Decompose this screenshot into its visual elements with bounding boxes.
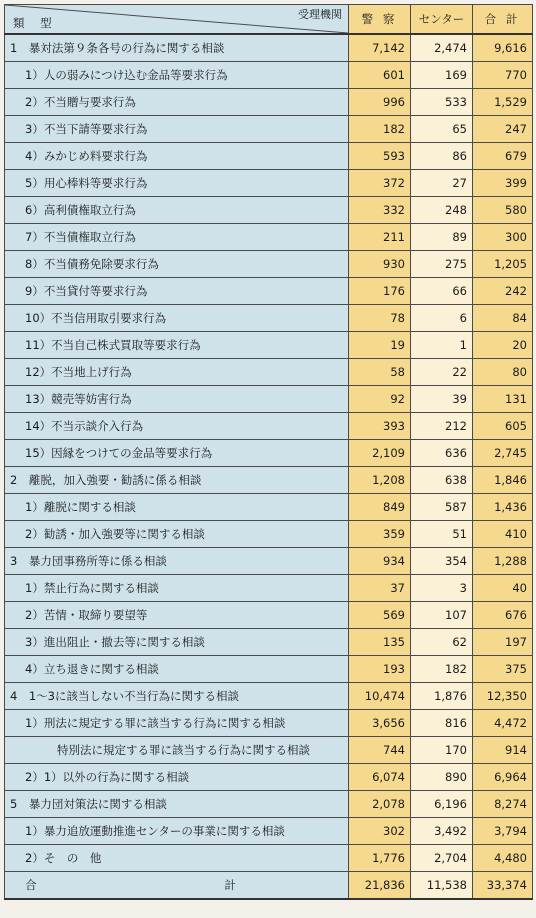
row-label: 11）不当自己株式買取等要求行為 (5, 332, 349, 359)
row-total: 247 (473, 116, 533, 143)
row-center: 275 (411, 251, 473, 278)
row-center: 2,704 (411, 845, 473, 872)
table-row (5, 359, 533, 386)
table-row (5, 656, 533, 683)
table-row (5, 413, 533, 440)
row-police: 393 (349, 413, 411, 440)
row-police: 1,208 (349, 467, 411, 494)
table-row (5, 170, 533, 197)
row-label: 1）禁止行為に関する相談 (5, 575, 349, 602)
row-label: 3）不当下請等要求行為 (5, 116, 349, 143)
row-center: 107 (411, 602, 473, 629)
row-center: 3,492 (411, 818, 473, 845)
row-police: 2,109 (349, 440, 411, 467)
grand-total-row (5, 872, 533, 900)
row-label: 2）1）以外の行為に関する相談 (5, 764, 349, 791)
row-center: 169 (411, 62, 473, 89)
row-police: 7,142 (349, 34, 411, 62)
table-row (5, 305, 533, 332)
row-total: 1,205 (473, 251, 533, 278)
row-label: 3 暴力団事務所等に係る相談 (5, 548, 349, 575)
row-police: 849 (349, 494, 411, 521)
table-row (5, 143, 533, 170)
table-row (5, 548, 533, 575)
header-total: 合 計 (473, 5, 533, 35)
row-label: 2）勧誘・加入強要等に関する相談 (5, 521, 349, 548)
row-center: 636 (411, 440, 473, 467)
grand-total-sum: 33,374 (473, 872, 533, 900)
row-label: 2）そ の 他 (5, 845, 349, 872)
row-total: 2,745 (473, 440, 533, 467)
table-row (5, 602, 533, 629)
row-police: 359 (349, 521, 411, 548)
row-police: 92 (349, 386, 411, 413)
table-row (5, 251, 533, 278)
row-label: 8）不当債務免除要求行為 (5, 251, 349, 278)
row-center: 27 (411, 170, 473, 197)
header-type-label: 類 型 (13, 16, 58, 30)
row-total: 914 (473, 737, 533, 764)
row-center: 51 (411, 521, 473, 548)
row-label: 4）立ち退きに関する相談 (5, 656, 349, 683)
row-center: 6,196 (411, 791, 473, 818)
row-police: 1,776 (349, 845, 411, 872)
row-label: 10）不当信用取引要求行為 (5, 305, 349, 332)
row-police: 135 (349, 629, 411, 656)
row-center: 39 (411, 386, 473, 413)
row-total: 84 (473, 305, 533, 332)
row-center: 890 (411, 764, 473, 791)
row-police: 744 (349, 737, 411, 764)
row-police: 3,656 (349, 710, 411, 737)
row-police: 193 (349, 656, 411, 683)
row-total: 1,529 (473, 89, 533, 116)
row-total: 131 (473, 386, 533, 413)
row-police: 37 (349, 575, 411, 602)
row-total: 300 (473, 224, 533, 251)
row-center: 66 (411, 278, 473, 305)
row-label: 特別法に規定する罪に該当する行為に関する相談 (5, 737, 349, 764)
row-police: 19 (349, 332, 411, 359)
row-total: 242 (473, 278, 533, 305)
row-label: 1）離脱に関する相談 (5, 494, 349, 521)
row-police: 182 (349, 116, 411, 143)
row-center: 248 (411, 197, 473, 224)
row-label: 4 1～3に該当しない不当行為に関する相談 (5, 683, 349, 710)
row-total: 12,350 (473, 683, 533, 710)
row-total: 6,964 (473, 764, 533, 791)
row-total: 1,288 (473, 548, 533, 575)
header-center: センター (411, 5, 473, 35)
row-total: 676 (473, 602, 533, 629)
grand-total-label: 合 計 (5, 872, 349, 900)
row-center: 1,876 (411, 683, 473, 710)
row-police: 78 (349, 305, 411, 332)
row-label: 2）不当贈与要求行為 (5, 89, 349, 116)
table-row (5, 224, 533, 251)
row-total: 4,480 (473, 845, 533, 872)
row-center: 354 (411, 548, 473, 575)
row-total: 679 (473, 143, 533, 170)
consultation-table (4, 4, 533, 900)
row-label: 7）不当債権取立行為 (5, 224, 349, 251)
row-police: 372 (349, 170, 411, 197)
row-center: 22 (411, 359, 473, 386)
row-total: 40 (473, 575, 533, 602)
row-total: 580 (473, 197, 533, 224)
row-center: 212 (411, 413, 473, 440)
row-total: 3,794 (473, 818, 533, 845)
header-type-cell (5, 5, 349, 35)
row-label: 1）人の弱みにつけ込む金品等要求行為 (5, 62, 349, 89)
row-label: 6）高利債権取立行為 (5, 197, 349, 224)
table-row (5, 737, 533, 764)
row-label: 5）用心棒料等要求行為 (5, 170, 349, 197)
row-label: 12）不当地上げ行為 (5, 359, 349, 386)
table-row (5, 278, 533, 305)
row-center: 3 (411, 575, 473, 602)
table-row (5, 440, 533, 467)
row-police: 996 (349, 89, 411, 116)
table-body (5, 34, 533, 872)
header-police: 警 察 (349, 5, 411, 35)
header-agency-label: 受理機関 (298, 8, 342, 21)
row-center: 182 (411, 656, 473, 683)
row-police: 10,474 (349, 683, 411, 710)
row-total: 410 (473, 521, 533, 548)
row-label: 1）刑法に規定する罪に該当する行為に関する相談 (5, 710, 349, 737)
row-total: 9,616 (473, 34, 533, 62)
row-label: 1）暴力追放運動推進センターの事業に関する相談 (5, 818, 349, 845)
table-row (5, 791, 533, 818)
row-label: 9）不当貸付等要求行為 (5, 278, 349, 305)
grand-total-police: 21,836 (349, 872, 411, 900)
row-police: 934 (349, 548, 411, 575)
row-center: 65 (411, 116, 473, 143)
row-label: 2 離脱，加入強要・勧誘に係る相談 (5, 467, 349, 494)
table-row (5, 710, 533, 737)
table-row (5, 386, 533, 413)
row-police: 930 (349, 251, 411, 278)
row-label: 15）因縁をつけての金品等要求行為 (5, 440, 349, 467)
row-center: 89 (411, 224, 473, 251)
row-total: 80 (473, 359, 533, 386)
row-police: 332 (349, 197, 411, 224)
table-row (5, 34, 533, 62)
row-center: 62 (411, 629, 473, 656)
row-label: 1 暴対法第９条各号の行為に関する相談 (5, 34, 349, 62)
row-label: 5 暴力団対策法に関する相談 (5, 791, 349, 818)
row-police: 176 (349, 278, 411, 305)
row-center: 533 (411, 89, 473, 116)
row-total: 399 (473, 170, 533, 197)
row-center: 6 (411, 305, 473, 332)
row-police: 302 (349, 818, 411, 845)
row-police: 601 (349, 62, 411, 89)
row-center: 1 (411, 332, 473, 359)
table-row (5, 494, 533, 521)
table-row (5, 683, 533, 710)
row-label: 14）不当示談介入行為 (5, 413, 349, 440)
table-row (5, 116, 533, 143)
table-row (5, 575, 533, 602)
row-label: 13）競売等妨害行為 (5, 386, 349, 413)
row-police: 593 (349, 143, 411, 170)
table-row (5, 62, 533, 89)
table-row (5, 521, 533, 548)
row-total: 375 (473, 656, 533, 683)
table-row (5, 197, 533, 224)
row-label: 4）みかじめ料要求行為 (5, 143, 349, 170)
row-center: 638 (411, 467, 473, 494)
row-total: 1,846 (473, 467, 533, 494)
row-police: 211 (349, 224, 411, 251)
row-center: 2,474 (411, 34, 473, 62)
row-center: 170 (411, 737, 473, 764)
row-total: 605 (473, 413, 533, 440)
row-total: 20 (473, 332, 533, 359)
row-police: 58 (349, 359, 411, 386)
row-total: 1,436 (473, 494, 533, 521)
header-row (5, 5, 533, 35)
row-label: 2）苦情・取締り要望等 (5, 602, 349, 629)
grand-total-center: 11,538 (411, 872, 473, 900)
row-label: 3）進出阻止・撤去等に関する相談 (5, 629, 349, 656)
row-total: 8,274 (473, 791, 533, 818)
row-total: 770 (473, 62, 533, 89)
row-total: 4,472 (473, 710, 533, 737)
table-row (5, 629, 533, 656)
table-row (5, 467, 533, 494)
row-center: 86 (411, 143, 473, 170)
row-total: 197 (473, 629, 533, 656)
row-center: 587 (411, 494, 473, 521)
row-police: 569 (349, 602, 411, 629)
row-police: 6,074 (349, 764, 411, 791)
table-row (5, 89, 533, 116)
row-police: 2,078 (349, 791, 411, 818)
table-row (5, 845, 533, 872)
table-row (5, 764, 533, 791)
row-center: 816 (411, 710, 473, 737)
table-row (5, 818, 533, 845)
table-row (5, 332, 533, 359)
